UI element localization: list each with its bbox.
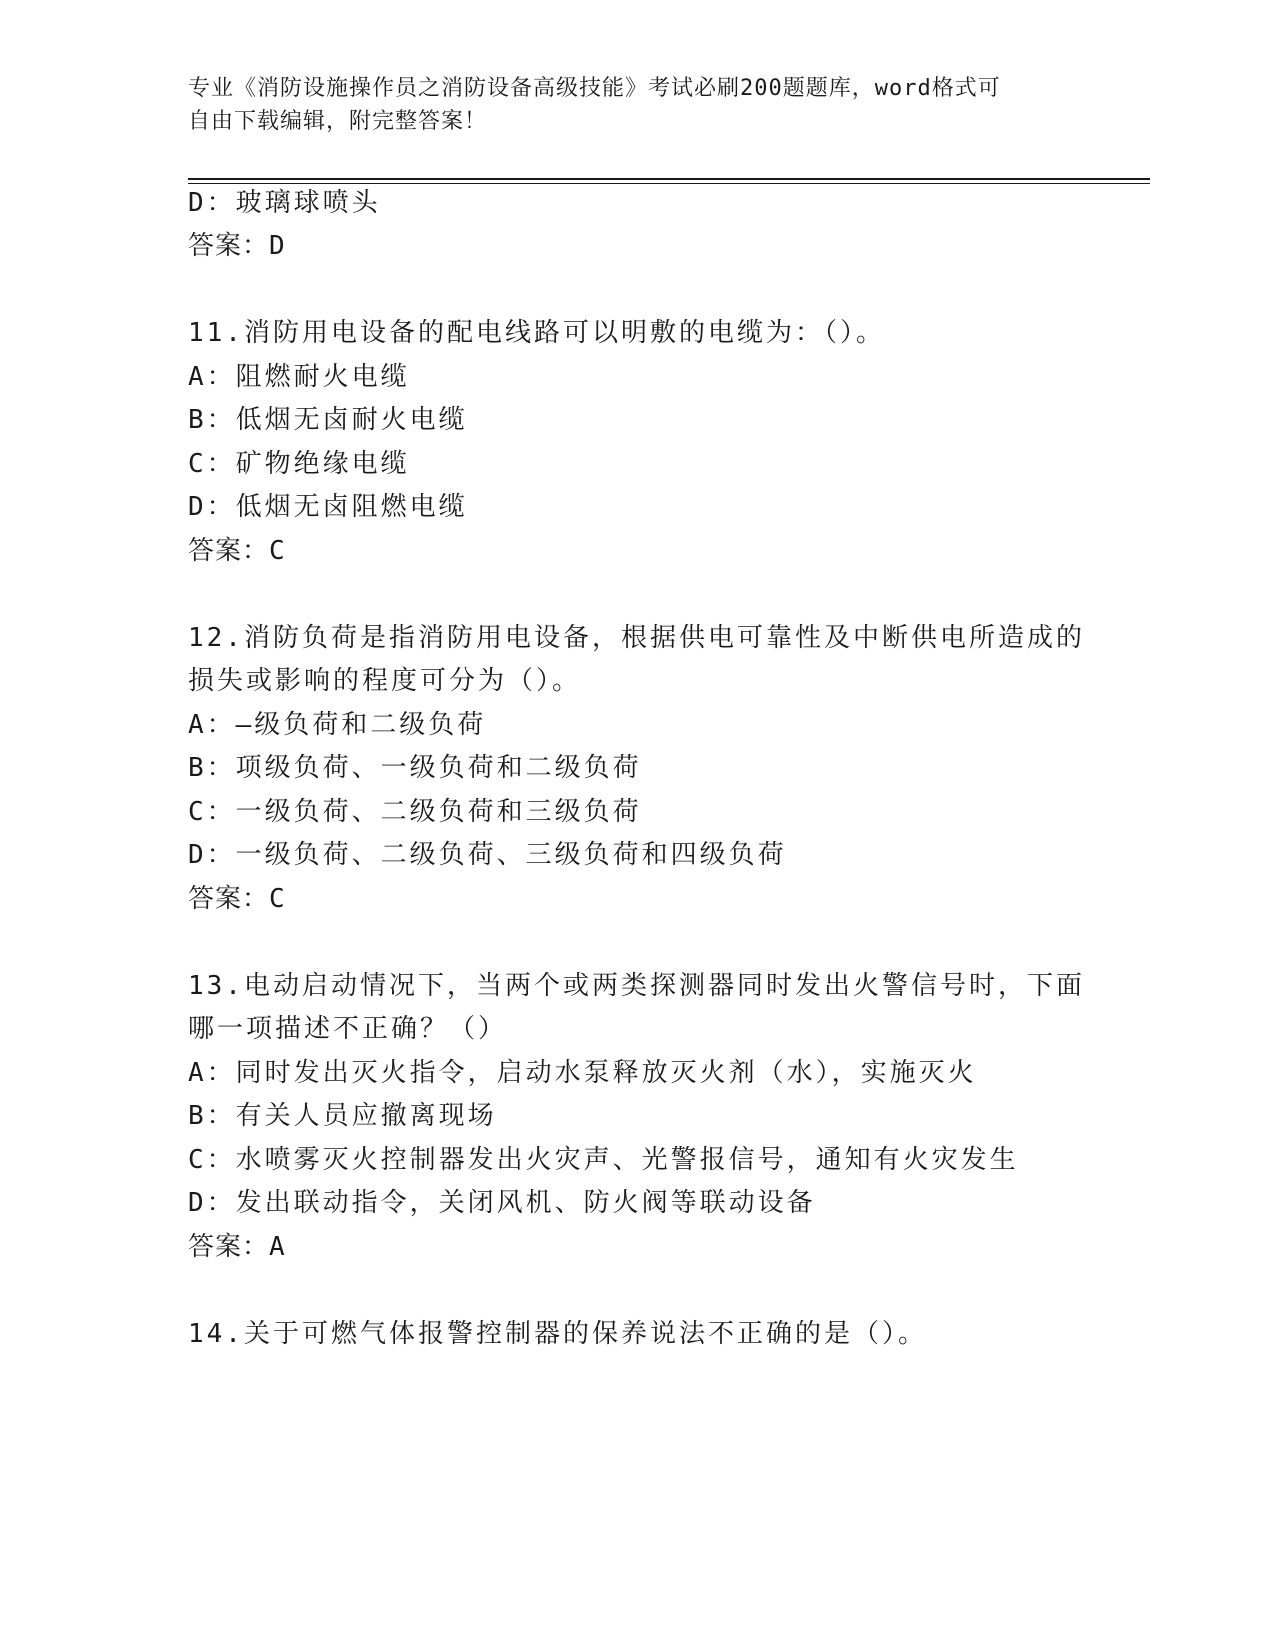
q12-stem-line-1: 12.消防负荷是指消防用电设备，根据供电可靠性及中断供电所造成的 (188, 623, 1085, 653)
q13-option-b: B：有关人员应撤离现场 (188, 1101, 497, 1131)
header-line-1: 专业《消防设施操作员之消防设备高级技能》考试必刷200题题库，word格式可 (188, 76, 1001, 101)
q10-answer: 答案：D (188, 231, 286, 261)
q13-option-d: D：发出联动指令，关闭风机、防火阀等联动设备 (188, 1188, 816, 1218)
q12-option-b: B：项级负荷、一级负荷和二级负荷 (188, 753, 642, 783)
q13-option-c: C：水喷雾灭火控制器发出火灾声、光警报信号，通知有火灾发生 (188, 1145, 1019, 1175)
q11-option-d: D：低烟无卤阻燃电缆 (188, 492, 468, 522)
q12-option-c: C：一级负荷、二级负荷和三级负荷 (188, 797, 642, 827)
q11-option-a: A：阻燃耐火电缆 (188, 362, 410, 392)
header-line-2: 自由下载编辑，附完整答案！ (188, 109, 488, 134)
q14-stem: 14.关于可燃气体报警控制器的保养说法不正确的是（）。 (188, 1319, 927, 1349)
q12-option-d: D：一级负荷、二级负荷、三级负荷和四级负荷 (188, 840, 787, 870)
q13-stem-line-2: 哪一项描述不正确？（） (188, 1014, 508, 1044)
header-rule-thin (188, 183, 1150, 184)
q11-option-b: B：低烟无卤耐火电缆 (188, 405, 468, 435)
q12-option-a: A：—级负荷和二级负荷 (188, 710, 487, 740)
q13-option-a: A：同时发出灭火指令，启动水泵释放灭火剂（水），实施灭火 (188, 1058, 977, 1088)
header-rule-thick (188, 178, 1150, 180)
q12-stem-line-2: 损失或影响的程度可分为（）。 (188, 666, 582, 696)
q13-stem-line-1: 13.电动启动情况下，当两个或两类探测器同时发出火警信号时，下面 (188, 971, 1085, 1001)
page-header (188, 72, 1088, 138)
q11-stem: 11.消防用电设备的配电线路可以明敷的电缆为：（）。 (188, 318, 885, 348)
q12-answer: 答案：C (188, 884, 286, 914)
q10-option-d: D：玻璃球喷头 (188, 188, 381, 218)
q13-answer: 答案：A (188, 1232, 286, 1262)
q11-option-c: C：矿物绝缘电缆 (188, 449, 410, 479)
q11-answer: 答案：C (188, 536, 286, 566)
